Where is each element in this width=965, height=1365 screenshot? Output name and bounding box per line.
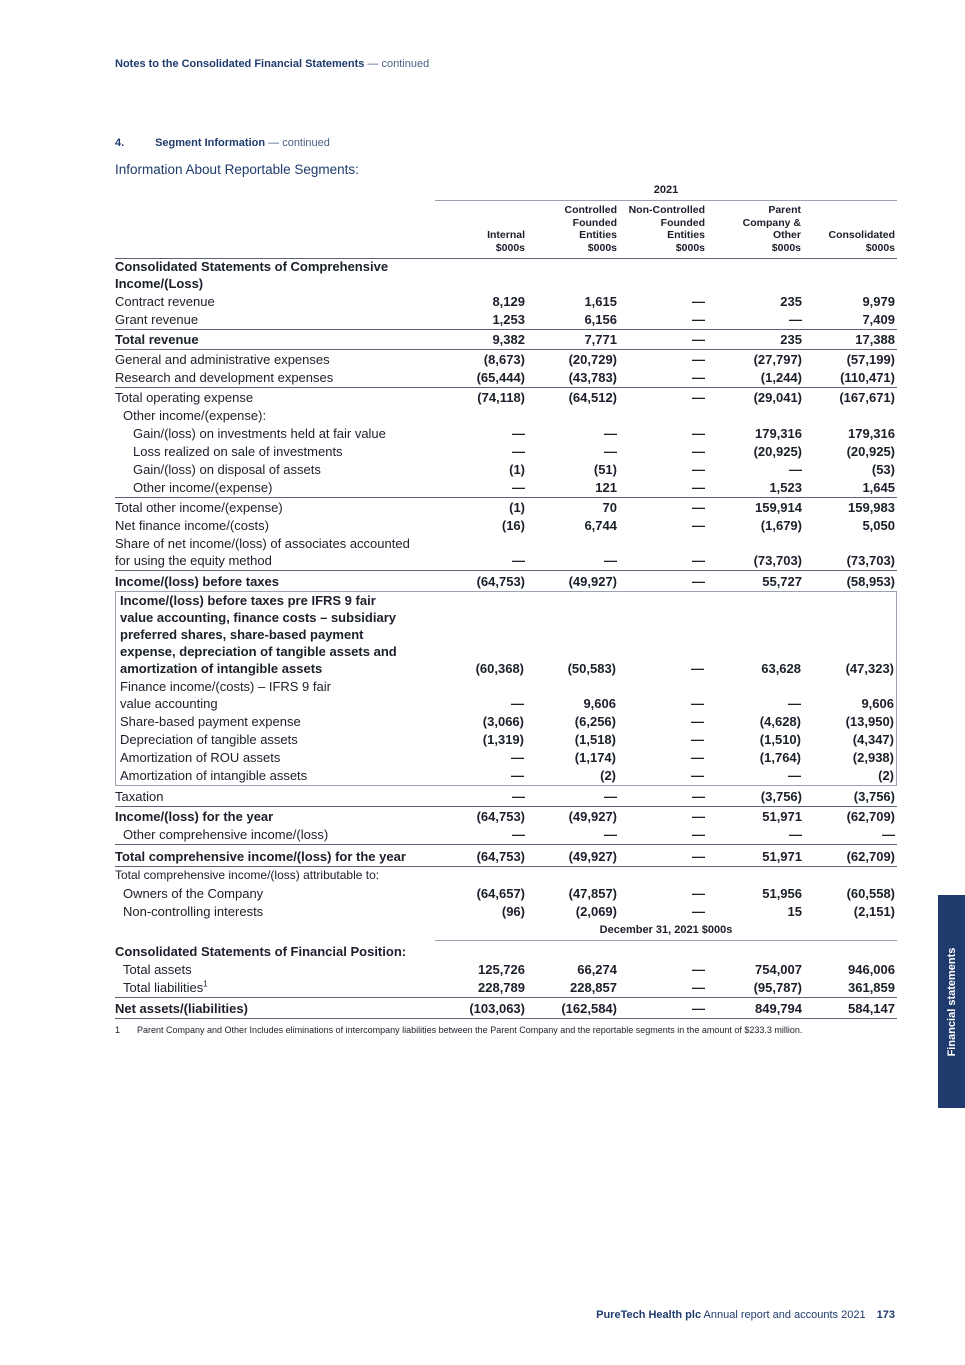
cell-parent: — xyxy=(789,312,802,327)
cell-consolidated: (73,703) xyxy=(846,553,895,568)
cell-parent: (29,041) xyxy=(753,390,802,405)
table-row-total-comprehensive-income-loss-for-the-year xyxy=(115,844,897,866)
cell-non-controlled: — xyxy=(691,714,704,729)
row-label-text: Taxation xyxy=(115,789,164,804)
cell-parent: 849,794 xyxy=(755,1001,802,1016)
cell-internal: 9,382 xyxy=(492,332,525,347)
row-label-text: Contract revenue xyxy=(115,294,215,309)
cell-consolidated: (58,953) xyxy=(846,574,895,589)
cell-parent: 235 xyxy=(780,332,802,347)
row-label xyxy=(115,867,435,885)
year-label: 2021 xyxy=(653,184,679,196)
cell-internal: — xyxy=(511,768,524,783)
row-label xyxy=(115,351,435,369)
row-label-text: Gain/(loss) on investments held at fair value xyxy=(133,426,386,441)
cell-parent: — xyxy=(789,462,802,477)
table-row-net-assets-liabilities xyxy=(115,997,897,1019)
cell-consolidated: (53) xyxy=(871,462,895,477)
cell-consolidated: (2) xyxy=(878,768,894,783)
cell-consolidated: — xyxy=(882,827,895,842)
running-head-title: Notes to the Consolidated Financial Statements xyxy=(115,58,365,70)
row-label xyxy=(115,389,435,407)
cell-controlled: — xyxy=(604,426,617,441)
cell-parent: (73,703) xyxy=(753,553,802,568)
cell-consolidated: 946,006 xyxy=(848,962,895,977)
row-label xyxy=(115,369,435,387)
page-footer xyxy=(596,1309,895,1321)
table-row-research-and-development-expenses xyxy=(115,369,897,387)
cell-controlled: (49,927) xyxy=(568,809,617,824)
table-row-income-loss-before-taxes-pre-ifrs-9-fair-value-a xyxy=(116,592,896,678)
cell-internal: (3,066) xyxy=(482,714,524,729)
cell-parent: 179,316 xyxy=(755,426,802,441)
row-label xyxy=(115,517,435,535)
row-label-text: Non-controlling interests xyxy=(123,904,264,919)
cell-parent: 159,914 xyxy=(755,500,802,515)
row-label-text: Consolidated Statements of Financial Position: xyxy=(115,944,407,959)
section-title: Segment Information xyxy=(155,137,266,149)
row-label xyxy=(115,479,435,497)
cell-non-controlled: — xyxy=(692,849,705,864)
cell-internal: 125,726 xyxy=(478,962,525,977)
cell-controlled: (43,783) xyxy=(568,370,617,385)
row-label-text: Depreciation of tangible assets xyxy=(120,732,298,747)
cell-consolidated: 1,645 xyxy=(862,480,895,495)
row-label xyxy=(115,826,435,844)
cell-non-controlled: — xyxy=(691,768,704,783)
row-label-text: Total assets xyxy=(123,962,192,977)
cell-non-controlled: — xyxy=(692,312,705,327)
cell-non-controlled: — xyxy=(692,962,705,977)
running-head-continued: — continued xyxy=(367,58,430,70)
row-label-text: Consolidated Statements of Comprehensive Income/(Loss) xyxy=(115,259,389,291)
cell-internal: — xyxy=(512,426,525,441)
cell-controlled: (162,584) xyxy=(561,1001,617,1016)
cell-non-controlled: — xyxy=(691,661,704,676)
row-label-text: Total comprehensive income/(loss) attributable to: xyxy=(115,868,380,882)
row-label xyxy=(115,885,435,903)
cell-internal: (64,753) xyxy=(476,809,525,824)
cell-parent: (3,756) xyxy=(760,789,802,804)
row-label xyxy=(115,943,435,961)
row-label-text: Total other income/(expense) xyxy=(115,500,283,515)
table-row-gain-loss-on-investments-held-at-fair-value xyxy=(115,425,897,443)
cell-non-controlled: — xyxy=(692,370,705,385)
table-row-other-income-expense xyxy=(115,479,897,497)
table-row-income-loss-for-the-year xyxy=(115,806,897,826)
row-label xyxy=(115,808,435,826)
column-header-4: Parent Company & Other $000s xyxy=(742,203,801,255)
cell-consolidated: (110,471) xyxy=(840,370,895,385)
cell-internal: (65,444) xyxy=(476,370,525,385)
table-row-amortization-of-rou-assets xyxy=(116,749,896,767)
cell-parent: — xyxy=(788,768,801,783)
cell-non-controlled: — xyxy=(692,500,705,515)
row-label-text: Research and development expenses xyxy=(115,370,334,385)
cell-internal: — xyxy=(511,696,524,711)
cell-non-controlled: — xyxy=(691,732,704,747)
row-label-text: Other comprehensive income/(loss) xyxy=(123,827,329,842)
table-row-amortization-of-intangible-assets xyxy=(116,767,896,785)
cell-non-controlled: — xyxy=(692,332,705,347)
footnote-number: 1 xyxy=(115,1025,121,1035)
cell-controlled: (49,927) xyxy=(568,574,617,589)
row-label-text: Share-based payment expense xyxy=(120,714,301,729)
row-label xyxy=(116,678,436,713)
cell-consolidated: (20,925) xyxy=(846,444,895,459)
row-label-text: Grant revenue xyxy=(115,312,199,327)
cell-internal: (96) xyxy=(501,904,525,919)
row-label-text: Income/(loss) before taxes pre IFRS 9 fair value accounting, finance costs – subsidiary preferred shares, share-based payment expense, depreciation of tangible assets and amortization of intangible assets xyxy=(120,593,397,676)
column-header-2: Controlled Founded Entities $000s xyxy=(564,203,617,255)
row-label xyxy=(115,848,435,866)
cell-internal: (16) xyxy=(501,518,525,533)
cell-consolidated: (47,323) xyxy=(845,661,894,676)
row-label xyxy=(116,713,436,731)
cell-controlled: (49,927) xyxy=(568,849,617,864)
section-number: 4. xyxy=(115,137,125,149)
cell-consolidated: 5,050 xyxy=(862,518,895,533)
cell-controlled: (1,174) xyxy=(574,750,616,765)
side-tab-label: Financial statements xyxy=(945,947,958,1056)
cell-parent: (95,787) xyxy=(753,980,802,995)
table-row-share-based-payment-expense xyxy=(116,713,896,731)
cell-controlled: 66,274 xyxy=(577,962,617,977)
cell-non-controlled: — xyxy=(692,480,705,495)
cell-controlled: 70 xyxy=(602,500,617,515)
cell-non-controlled: — xyxy=(692,980,705,995)
footnote-text: Parent Company and Other Includes eliminations of intercompany liabilities between the Parent Company and the reportable segments in the amount of $233.3 million. xyxy=(137,1025,803,1035)
cell-consolidated: (62,709) xyxy=(846,809,895,824)
row-label xyxy=(116,731,436,749)
cell-non-controlled: — xyxy=(692,827,705,842)
cell-controlled: 6,744 xyxy=(584,518,617,533)
cell-parent: 55,727 xyxy=(762,574,802,589)
cell-controlled: (47,857) xyxy=(568,886,617,901)
row-label-text: Share of net income/(loss) of associates accounted for using the equity method xyxy=(115,536,410,568)
cell-parent: (27,797) xyxy=(753,352,802,367)
row-label xyxy=(115,788,435,806)
cell-consolidated: 17,388 xyxy=(855,332,895,347)
footnote-marker: 1 xyxy=(203,979,208,989)
cell-consolidated: 9,606 xyxy=(861,696,894,711)
cell-consolidated: 361,859 xyxy=(848,980,895,995)
cell-consolidated: 584,147 xyxy=(848,1001,895,1016)
footnote xyxy=(115,1025,897,1035)
cell-controlled: (6,256) xyxy=(574,714,616,729)
table-title: Information About Reportable Segments: xyxy=(115,162,359,177)
year-header xyxy=(435,182,897,201)
table-row-other-comprehensive-income-loss xyxy=(115,826,897,844)
table-row-net-finance-income-costs xyxy=(115,517,897,535)
column-header-3: Non-Controlled Founded Entities $000s xyxy=(628,203,705,255)
page-number: 173 xyxy=(876,1309,895,1321)
row-label-text: Net assets/(liabilities) xyxy=(115,1001,248,1016)
table-row-total-operating-expense xyxy=(115,387,897,407)
cell-internal: — xyxy=(511,750,524,765)
cell-consolidated: 9,979 xyxy=(862,294,895,309)
row-label-text: Total operating expense xyxy=(115,390,254,405)
cell-consolidated: (2,151) xyxy=(853,904,895,919)
cell-consolidated: (57,199) xyxy=(846,352,895,367)
cell-controlled: (2,069) xyxy=(575,904,617,919)
table-row-total-liabilities xyxy=(115,979,897,997)
cell-internal: (1) xyxy=(509,500,525,515)
cell-internal: (103,063) xyxy=(469,1001,525,1016)
cell-non-controlled: — xyxy=(692,462,705,477)
cell-controlled: — xyxy=(604,444,617,459)
row-label-text: Total liabilities xyxy=(123,980,204,995)
cell-parent: (1,244) xyxy=(760,370,802,385)
cell-non-controlled: — xyxy=(692,809,705,824)
row-label-text: Finance income/(costs) – IFRS 9 fair value accounting xyxy=(120,679,331,711)
table-row-non-controlling-interests xyxy=(115,903,897,921)
row-label xyxy=(115,1000,435,1018)
row-label xyxy=(115,258,435,293)
table-row-gain-loss-on-disposal-of-assets xyxy=(115,461,897,479)
row-label xyxy=(115,961,435,979)
cell-internal: — xyxy=(512,827,525,842)
cell-controlled: (20,729) xyxy=(568,352,617,367)
cell-parent: (1,510) xyxy=(759,732,801,747)
row-label-text: Other income/(expense) xyxy=(133,480,273,495)
row-label-text: Total comprehensive income/(loss) for the year xyxy=(115,849,406,864)
cell-internal: — xyxy=(512,480,525,495)
cell-non-controlled: — xyxy=(692,553,705,568)
cell-non-controlled: — xyxy=(692,789,705,804)
cell-controlled: 228,857 xyxy=(570,980,617,995)
cell-internal: (64,657) xyxy=(476,886,525,901)
cell-non-controlled: — xyxy=(692,886,705,901)
cell-consolidated: (4,347) xyxy=(852,732,894,747)
cell-non-controlled: — xyxy=(692,352,705,367)
row-label xyxy=(115,903,435,921)
cell-parent: 63,628 xyxy=(761,661,801,676)
financial-position-rows xyxy=(115,941,897,1019)
row-label-text: Amortization of ROU assets xyxy=(120,750,281,765)
table-row-loss-realized-on-sale-of-investments xyxy=(115,443,897,461)
cell-controlled: — xyxy=(604,827,617,842)
row-label xyxy=(115,331,435,349)
row-label xyxy=(115,499,435,517)
row-label xyxy=(115,311,435,329)
side-tab-financial-statements[interactable] xyxy=(938,895,965,1108)
cell-internal: (1) xyxy=(509,462,525,477)
table-row-general-and-administrative-expenses xyxy=(115,349,897,369)
cell-controlled: 6,156 xyxy=(584,312,617,327)
segment-table xyxy=(115,182,897,1035)
row-label-text: Gain/(loss) on disposal of assets xyxy=(133,462,321,477)
column-header-5: Consolidated $000s xyxy=(828,229,895,255)
cell-non-controlled: — xyxy=(692,294,705,309)
row-label xyxy=(115,443,435,461)
footer-company: PureTech Health plc xyxy=(596,1309,702,1321)
cell-parent: 754,007 xyxy=(755,962,802,977)
table-row-total-assets xyxy=(115,961,897,979)
cell-non-controlled: — xyxy=(691,696,704,711)
table-row-consolidated-statements-of-comprehensive-income- xyxy=(115,259,897,293)
cell-controlled: (1,518) xyxy=(574,732,616,747)
row-label xyxy=(115,425,435,443)
table-row-depreciation-of-tangible-assets xyxy=(116,731,896,749)
cell-non-controlled: — xyxy=(692,426,705,441)
cell-controlled: (2) xyxy=(600,768,616,783)
cell-parent: (1,679) xyxy=(760,518,802,533)
cell-controlled: (51) xyxy=(593,462,617,477)
cell-controlled: (64,512) xyxy=(568,390,617,405)
row-label-text: General and administrative expenses xyxy=(115,352,330,367)
row-label xyxy=(115,573,435,591)
cell-controlled: (50,583) xyxy=(567,661,616,676)
row-label xyxy=(115,979,435,997)
row-label-text: Income/(loss) before taxes xyxy=(115,574,279,589)
table-row-taxation xyxy=(115,786,897,806)
cell-non-controlled: — xyxy=(691,750,704,765)
section-heading xyxy=(115,137,330,149)
cell-parent: 51,971 xyxy=(762,849,802,864)
table-row-grant-revenue xyxy=(115,311,897,329)
cell-controlled: — xyxy=(604,789,617,804)
cell-internal: (1,319) xyxy=(482,732,524,747)
table-row-other-income-expense xyxy=(115,407,897,425)
cell-internal: — xyxy=(512,444,525,459)
cell-consolidated: (62,709) xyxy=(846,849,895,864)
row-label xyxy=(116,767,436,785)
cell-internal: — xyxy=(512,789,525,804)
row-label-text: Loss realized on sale of investments xyxy=(133,444,343,459)
table-row-consolidated-statements-of-financial-position xyxy=(115,941,897,961)
cell-consolidated: (2,938) xyxy=(852,750,894,765)
cell-parent: 15 xyxy=(787,904,802,919)
table-row-total-revenue xyxy=(115,329,897,349)
row-label-text: Amortization of intangible assets xyxy=(120,768,308,783)
row-label xyxy=(115,461,435,479)
cell-parent: 51,971 xyxy=(762,809,802,824)
cell-controlled: 121 xyxy=(595,480,617,495)
footer-report: Annual report and accounts 2021 xyxy=(703,1309,866,1321)
cell-internal: 1,253 xyxy=(492,312,525,327)
running-head xyxy=(115,58,429,70)
section-continued: — continued xyxy=(268,137,330,149)
cell-internal: (64,753) xyxy=(476,849,525,864)
cell-parent: — xyxy=(788,696,801,711)
cell-internal: 228,789 xyxy=(478,980,525,995)
column-headers xyxy=(115,201,897,259)
cell-non-controlled: — xyxy=(692,390,705,405)
table-row-total-comprehensive-income-loss-attributable-to xyxy=(115,866,897,885)
cell-internal: (8,673) xyxy=(483,352,525,367)
cell-internal: (64,753) xyxy=(476,574,525,589)
position-header-label: December 31, 2021 $000s xyxy=(599,924,733,936)
cell-consolidated: (13,950) xyxy=(845,714,894,729)
cell-internal: — xyxy=(512,553,525,568)
row-label xyxy=(115,407,435,425)
cell-parent: 1,523 xyxy=(769,480,802,495)
cell-internal: (60,368) xyxy=(475,661,524,676)
income-summary-rows xyxy=(115,786,897,921)
cell-consolidated: (167,671) xyxy=(839,390,895,405)
cell-internal: (74,118) xyxy=(477,390,525,405)
row-label-text: Owners of the Company xyxy=(123,886,264,901)
cell-controlled: — xyxy=(604,553,617,568)
cell-internal: 8,129 xyxy=(492,294,525,309)
column-header-1: Internal $000s xyxy=(487,229,525,255)
cell-non-controlled: — xyxy=(692,518,705,533)
table-row-income-loss-before-taxes xyxy=(115,570,897,591)
comprehensive-income-rows xyxy=(115,259,897,591)
table-row-contract-revenue xyxy=(115,293,897,311)
cell-parent: 51,956 xyxy=(762,886,802,901)
row-label-text: Total revenue xyxy=(115,332,199,347)
table-row-total-other-income-expense xyxy=(115,497,897,517)
cell-parent: (1,764) xyxy=(759,750,801,765)
adjusted-income-box xyxy=(115,591,897,786)
cell-parent: (20,925) xyxy=(753,444,802,459)
cell-consolidated: 159,983 xyxy=(848,500,895,515)
position-header xyxy=(435,921,897,941)
cell-controlled: 9,606 xyxy=(583,696,616,711)
cell-consolidated: (60,558) xyxy=(846,886,895,901)
row-label xyxy=(116,749,436,767)
row-label-text: Other income/(expense): xyxy=(123,408,267,423)
table-row-share-of-net-income-loss-of-associates-accounted xyxy=(115,535,897,570)
cell-consolidated: (3,756) xyxy=(853,789,895,804)
row-label xyxy=(115,293,435,311)
cell-parent: — xyxy=(789,827,802,842)
cell-consolidated: 179,316 xyxy=(848,426,895,441)
table-row-owners-of-the-company xyxy=(115,885,897,903)
cell-non-controlled: — xyxy=(692,904,705,919)
cell-non-controlled: — xyxy=(692,444,705,459)
table-row-finance-income-costs-ifrs-9-fair-value-accountin xyxy=(116,678,896,713)
cell-controlled: 1,615 xyxy=(584,294,617,309)
cell-non-controlled: — xyxy=(692,1001,705,1016)
row-label-text: Income/(loss) for the year xyxy=(115,809,274,824)
row-label-text: Net finance income/(costs) xyxy=(115,518,269,533)
cell-non-controlled: — xyxy=(692,574,705,589)
row-label xyxy=(116,592,436,678)
cell-parent: 235 xyxy=(780,294,802,309)
cell-parent: (4,628) xyxy=(759,714,801,729)
cell-consolidated: 7,409 xyxy=(862,312,895,327)
row-label xyxy=(115,535,435,570)
cell-controlled: 7,771 xyxy=(584,332,617,347)
